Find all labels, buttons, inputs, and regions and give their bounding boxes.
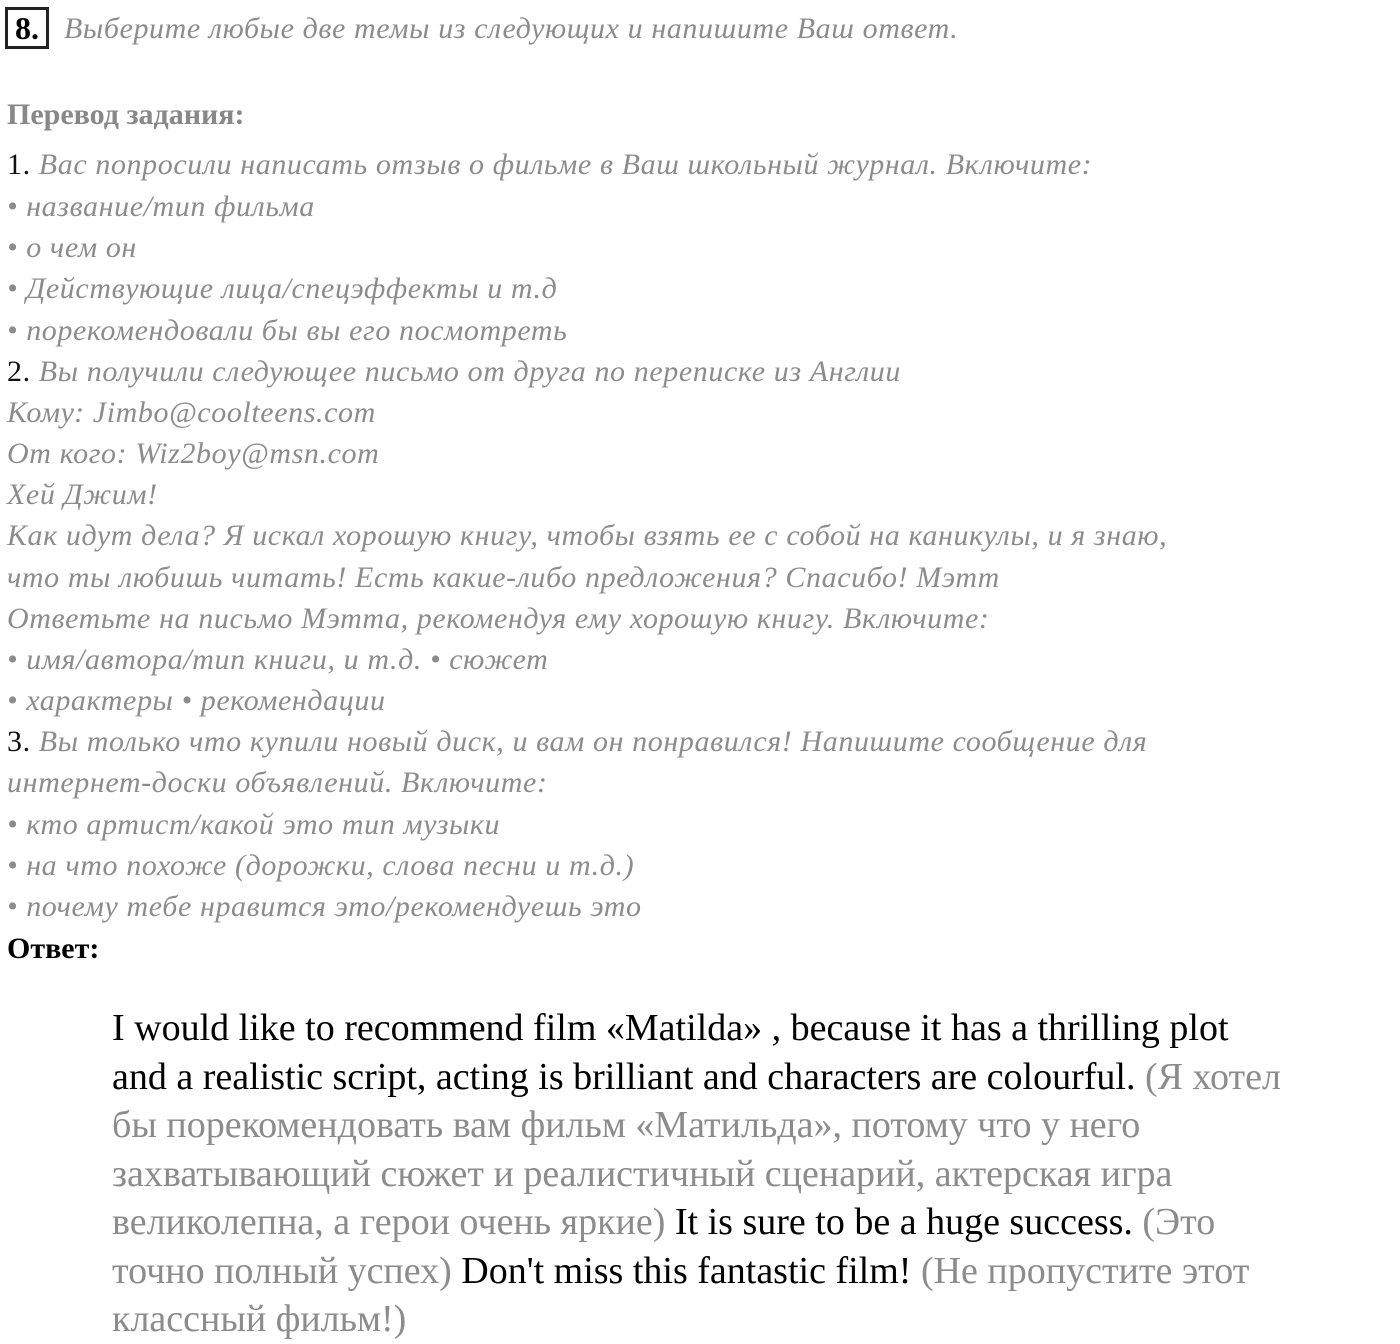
item-line: 3. Вы только что купили новый диск, и вам он понравился! Напишите сообщение для bbox=[7, 725, 1148, 758]
task-instruction: Выберите любые две темы из следующих и напишите Ваш ответ. bbox=[64, 12, 959, 45]
item-line: что ты любишь читать! Есть какие-либо предложения? Спасибо! Мэтт bbox=[7, 561, 1000, 594]
item-line: • имя/автора/тип книги, и т.д. • сюжет bbox=[7, 643, 549, 676]
answer-line: классный фильм!) bbox=[112, 1298, 407, 1340]
item-line: • почему тебе нравится это/рекомендуешь это bbox=[7, 890, 642, 923]
answer-line: and a realistic script, acting is brilliant and characters are colourful. (Я хотел bbox=[112, 1055, 1281, 1098]
item-line: Хей Джим! bbox=[7, 478, 158, 511]
item-line: Ответьте на письмо Мэтта, рекомендуя ему хорошую книгу. Включите: bbox=[7, 602, 990, 635]
translation-heading: Перевод задания: bbox=[7, 98, 245, 131]
answer-line: I would like to recommend film «Matilda» , because it has a thrilling plot bbox=[112, 1007, 1229, 1049]
item-line: 1. Вас попросили написать отзыв о фильме в Ваш школьный журнал. Включите: bbox=[7, 148, 1093, 181]
answer-line: бы порекомендовать вам фильм «Матильда», потому что у него bbox=[112, 1104, 1141, 1146]
answer-body bbox=[112, 1004, 1400, 1344]
item-line: 2. Вы получили следующее письмо от друга по переписке из Англии bbox=[7, 355, 902, 388]
item-line: • кто артист/какой это тип музыки bbox=[7, 808, 501, 841]
item-line: От кого: Wiz2boy@msn.com bbox=[7, 437, 380, 470]
answer-line: точно полный успех) Don't miss this fantastic film! (Не пропустите этот bbox=[112, 1249, 1250, 1292]
item-line: • порекомендовали бы вы его посмотреть bbox=[7, 314, 568, 347]
task-number: 8. bbox=[15, 10, 39, 46]
item-line: • о чем он bbox=[7, 231, 137, 264]
item-line: интернет-доски объявлений. Включите: bbox=[7, 766, 548, 799]
item-line: Как идут дела? Я искал хорошую книгу, чтобы взять ее с собой на каникулы, и я знаю, bbox=[7, 519, 1168, 552]
answer-line: захватывающий сюжет и реалистичный сценарий, актерская игра bbox=[112, 1152, 1173, 1195]
answer-heading: Ответ: bbox=[7, 932, 100, 965]
answer-line: великолепна, а герои очень яркие) It is sure to be a huge success. (Это bbox=[112, 1201, 1216, 1243]
item-line: • Действующие лица/спецэффекты и т.д bbox=[7, 272, 558, 305]
item-line: • на что похоже (дорожки, слова песни и т.д.) bbox=[7, 849, 635, 882]
task-number-box bbox=[5, 7, 49, 49]
item-line: • название/тип фильма bbox=[7, 190, 315, 223]
item-line: Кому: Jimbo@coolteens.com bbox=[7, 396, 376, 429]
item-line: • характеры • рекомендации bbox=[7, 684, 386, 717]
